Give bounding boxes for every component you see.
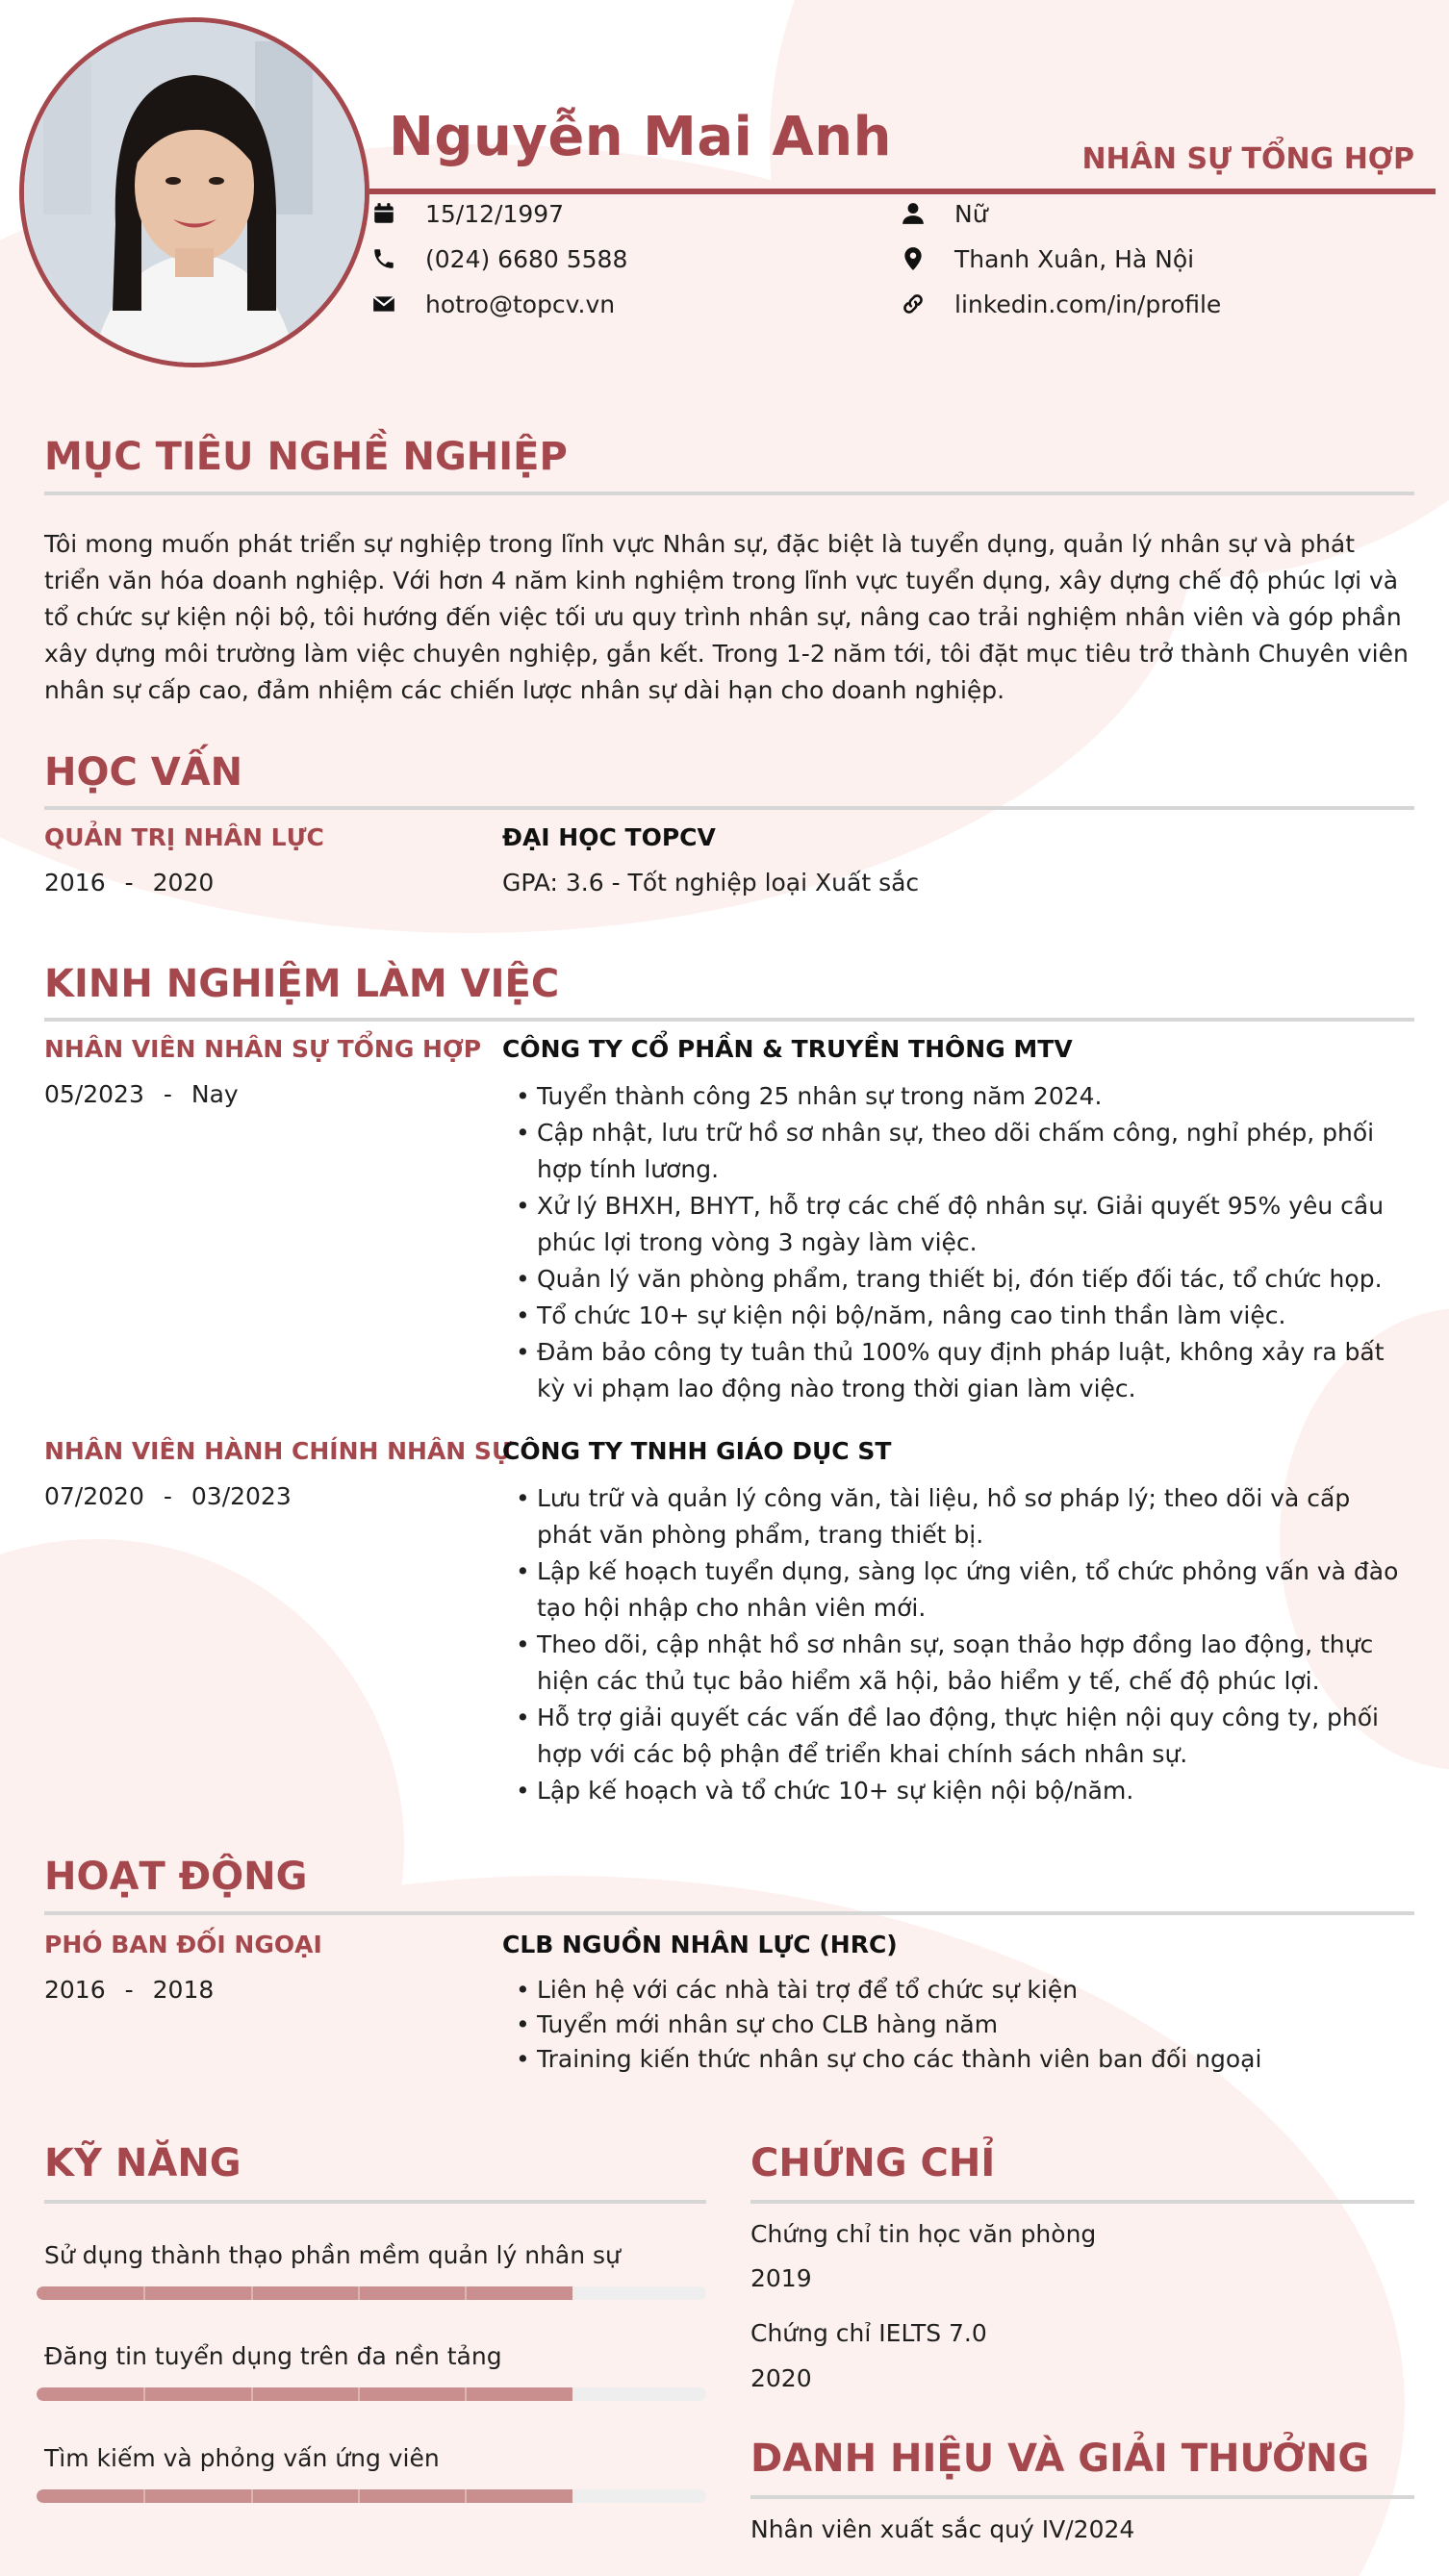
- candidate-name: Nguyễn Mai Anh: [389, 106, 892, 168]
- contact-birthday: [369, 199, 564, 228]
- envelope-icon: [369, 290, 398, 318]
- website-text[interactable]: linkedin.com/in/profile: [954, 290, 1222, 318]
- list-item: • Lập kế hoạch và tổ chức 10+ sự kiện nội bộ/năm.: [514, 1773, 1409, 1809]
- job-end: 03/2023: [191, 1482, 292, 1510]
- contact-address: [899, 244, 1194, 273]
- user-icon: [899, 199, 928, 228]
- activity-bullets: [514, 1973, 1409, 2077]
- job-company: CÔNG TY CỔ PHẦN & TRUYỀN THÔNG MTV: [502, 1035, 1073, 1063]
- certificate-year: 2020: [750, 2364, 812, 2392]
- skill-label: Sử dụng thành thạo phần mềm quản lý nhân sự: [44, 2241, 621, 2269]
- education-detail: GPA: 3.6 - Tốt nghiệp loại Xuất sắc: [502, 869, 920, 897]
- activity-role: PHÓ BAN ĐỐI NGOẠI: [44, 1931, 322, 1958]
- award-name: Nhân viên xuất sắc quý IV/2024: [750, 2515, 1135, 2543]
- activity-end: 2018: [152, 1976, 215, 2004]
- activity-start: 2016: [44, 1976, 106, 2004]
- contact-email: [369, 290, 615, 318]
- desired-position: NHÂN SỰ TỔNG HỢP: [1081, 142, 1414, 176]
- education-major: QUẢN TRỊ NHÂN LỰC: [44, 823, 324, 851]
- list-item: • Training kiến thức nhân sự cho các thành viên ban đối ngoại: [514, 2042, 1409, 2077]
- job-role: NHÂN VIÊN HÀNH CHÍNH NHÂN SỰ: [44, 1437, 512, 1465]
- certificate-year: 2019: [750, 2264, 812, 2292]
- list-item: • Xử lý BHXH, BHYT, hỗ trợ các chế độ nhân sự. Giải quyết 95% yêu cầu phúc lợi trong vòng 3 ngày làm việc.: [514, 1188, 1409, 1261]
- certificate-name: Chứng chỉ IELTS 7.0: [750, 2319, 987, 2347]
- phone-icon: [369, 244, 398, 273]
- skill-bar-segment: [251, 2286, 253, 2300]
- certificates-title: CHỨNG CHỈ: [750, 2141, 996, 2185]
- list-item: • Lưu trữ và quản lý công văn, tài liệu, hồ sơ pháp lý; theo dõi và cấp phát văn phòng phẩm, trang thiết bị.: [514, 1480, 1409, 1553]
- profile-photo: [19, 17, 369, 367]
- portrait-image: [24, 22, 365, 363]
- list-item: • Tuyển mới nhân sự cho CLB hàng năm: [514, 2008, 1409, 2042]
- list-item: • Tổ chức 10+ sự kiện nội bộ/năm, nâng cao tinh thần làm việc.: [514, 1298, 1409, 1334]
- gender-text: Nữ: [954, 199, 988, 228]
- skill-bar: [37, 2489, 706, 2503]
- activities-title: HOẠT ĐỘNG: [44, 1855, 308, 1899]
- list-item: • Lập kế hoạch tuyển dụng, sàng lọc ứng viên, tổ chức phỏng vấn và đào tạo hội nhập cho nhân viên mới.: [514, 1553, 1409, 1627]
- skill-bar-segment: [358, 2489, 360, 2503]
- job-start: 07/2020: [44, 1482, 144, 1510]
- job-end: Nay: [191, 1080, 239, 1108]
- activity-dates: 2016 - 2018: [44, 1976, 215, 2004]
- education-start: 2016: [44, 869, 106, 897]
- section-divider: [44, 1911, 1414, 1915]
- job-dates: 07/2020 - 03/2023: [44, 1482, 292, 1510]
- contact-phone: [369, 244, 627, 273]
- skill-bar-segment: [465, 2286, 467, 2300]
- job-dates: 05/2023 - Nay: [44, 1080, 239, 1108]
- phone-text[interactable]: (024) 6680 5588: [425, 244, 628, 273]
- list-item: • Đảm bảo công ty tuân thủ 100% quy định pháp luật, không xảy ra bất kỳ vi phạm lao động nào trong thời gian làm việc.: [514, 1334, 1409, 1407]
- education-title: HỌC VẤN: [44, 750, 243, 795]
- section-divider: [750, 2495, 1414, 2499]
- skill-bar-segment: [143, 2286, 145, 2300]
- objective-title: MỤC TIÊU NGHỀ NGHIỆP: [44, 435, 568, 479]
- education-school: ĐẠI HỌC TOPCV: [502, 823, 716, 851]
- skill-label: Đăng tin tuyển dụng trên đa nền tảng: [44, 2342, 502, 2370]
- section-divider: [44, 1018, 1414, 1022]
- objective-text: Tôi mong muốn phát triển sự nghiệp trong lĩnh vực Nhân sự, đặc biệt là tuyển dụng, quản lý nhân sự và phát triển văn hóa doanh nghiệp. Với hơn 4 năm kinh nghiệm trong lĩnh vực tuyển dụng, xây dựng chế độ phúc lợi và tổ chức sự kiện nội bộ, tôi hướng đến việc tối ưu quy trình nhân sự, nâng cao trải nghiệm nhân viên và góp phần xây dựng môi trường làm việc chuyên nghiệp, gắn kết. Trong 1-2 năm tới, tôi đặt mục tiêu trở thành Chuyên viên nhân sự cấp cao, đảm nhiệm các chiến lược nhân sự dài hạn cho doanh nghiệp.: [44, 530, 1409, 704]
- header-divider: [369, 189, 1436, 194]
- list-item: • Tuyển thành công 25 nhân sự trong năm 2024.: [514, 1078, 1409, 1115]
- skill-bar-segment: [358, 2286, 360, 2300]
- list-item: • Theo dõi, cập nhật hồ sơ nhân sự, soạn thảo hợp đồng lao động, thực hiện các thủ tục bảo hiểm xã hội, bảo hiểm y tế, chế độ phúc lợi.: [514, 1627, 1409, 1700]
- skill-bar-segment: [251, 2387, 253, 2401]
- skill-bar-segment: [143, 2489, 145, 2503]
- contact-website: [899, 290, 1221, 318]
- calendar-icon: [369, 199, 398, 228]
- awards-title: DANH HIỆU VÀ GIẢI THƯỞNG: [750, 2437, 1370, 2481]
- section-divider: [44, 806, 1414, 810]
- birthday-text: 15/12/1997: [425, 199, 565, 228]
- map-pin-icon: [899, 244, 928, 273]
- skills-title: KỸ NĂNG: [44, 2141, 242, 2185]
- skill-bar: [37, 2387, 706, 2401]
- link-icon: [899, 290, 928, 318]
- job-bullets: [514, 1480, 1409, 1809]
- activity-org: CLB NGUỒN NHÂN LỰC (HRC): [502, 1931, 898, 1958]
- skill-bar-segment: [358, 2387, 360, 2401]
- skill-bar-segment: [143, 2387, 145, 2401]
- list-item: • Liên hệ với các nhà tài trợ để tổ chức sự kiện: [514, 1973, 1409, 2008]
- job-start: 05/2023: [44, 1080, 144, 1108]
- skill-bar-segment: [251, 2489, 253, 2503]
- skill-bar-segment: [465, 2489, 467, 2503]
- email-text[interactable]: hotro@topcv.vn: [425, 290, 616, 318]
- list-item: • Quản lý văn phòng phẩm, trang thiết bị, đón tiếp đối tác, tổ chức họp.: [514, 1261, 1409, 1298]
- skill-bar-segment: [465, 2387, 467, 2401]
- skill-bar: [37, 2286, 706, 2300]
- certificate-name: Chứng chỉ tin học văn phòng: [750, 2220, 1097, 2248]
- experience-title: KINH NGHIỆM LÀM VIỆC: [44, 962, 560, 1006]
- education-end: 2020: [152, 869, 215, 897]
- section-divider: [44, 2200, 706, 2204]
- skill-bar-fill: [37, 2286, 572, 2300]
- address-text: Thanh Xuân, Hà Nội: [954, 244, 1195, 273]
- skill-bar-fill: [37, 2387, 572, 2401]
- section-divider: [750, 2200, 1414, 2204]
- job-role: NHÂN VIÊN NHÂN SỰ TỔNG HỢP: [44, 1035, 482, 1063]
- education-dates: 2016 - 2020: [44, 869, 215, 897]
- contact-gender: [899, 199, 988, 228]
- list-item: • Cập nhật, lưu trữ hồ sơ nhân sự, theo dõi chấm công, nghỉ phép, phối hợp tính lương.: [514, 1115, 1409, 1188]
- skill-label: Tìm kiếm và phỏng vấn ứng viên: [44, 2444, 440, 2472]
- list-item: • Hỗ trợ giải quyết các vấn đề lao động, thực hiện nội quy công ty, phối hợp với các bộ phận để triển khai chính sách nhân sự.: [514, 1700, 1409, 1773]
- skill-bar-fill: [37, 2489, 572, 2503]
- section-divider: [44, 492, 1414, 495]
- job-company: CÔNG TY TNHH GIÁO DỤC ST: [502, 1437, 892, 1465]
- job-bullets: [514, 1078, 1409, 1407]
